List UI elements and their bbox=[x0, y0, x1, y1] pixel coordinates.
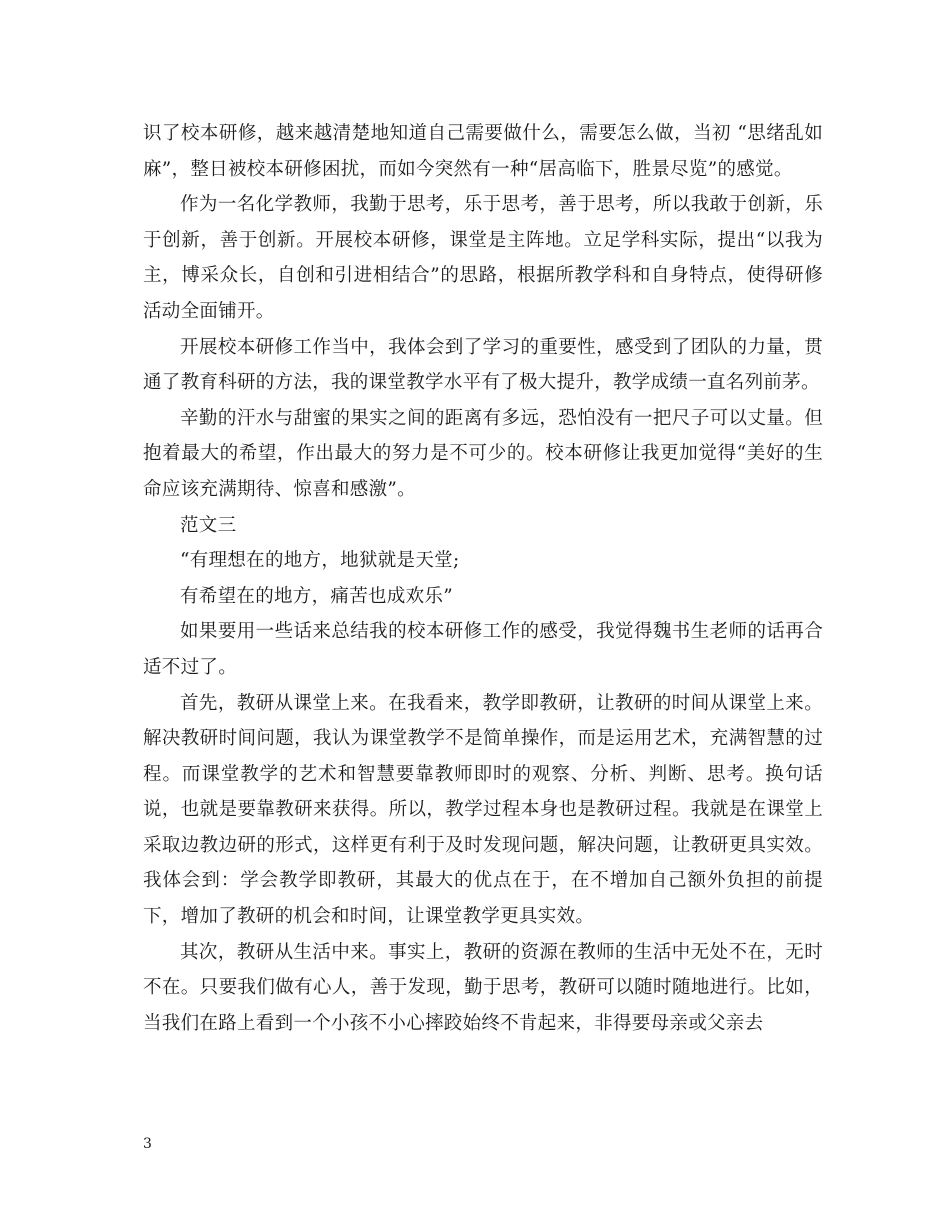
paragraph-6: 首先，教研从课堂上来。在我看来，教学即教研，让教研的时间从课堂上来。解决教研时间问题，我认为课堂教学不是简单操作，而是运用艺术，充满智慧的过程。而课堂教学的艺术和智慧要靠教师即时的观察、分析、判断、思考。换句话说，也就是要靠教研来获得。所以，教学过程本身也是教研过程。我就是在课堂上采取边教边研的形式，这样更有利于及时发现问题，解决问题，让教研更具实效。我体会到：学会教学即教研，其最大的优点在于，在不增加自己额外负担的前提下，增加了教研的机会和时间，让课堂教学更具实效。 bbox=[143, 692, 823, 928]
quote-line-1: “有理想在的地方，地狱就是天堂; bbox=[180, 550, 460, 572]
section-heading: 范文三 bbox=[180, 514, 237, 536]
paragraph-1: 识了校本研修，越来越清楚地知道自己需要做什么，需要怎么做，当初 “思绪乱如麻”，整日被校本研修困扰，而如今突然有一种“居高临下，胜景尽览”的感觉。 bbox=[143, 123, 823, 180]
quote-line-2: 有希望在的地方，痛苦也成欢乐” bbox=[180, 585, 453, 607]
paragraph-3: 开展校本研修工作当中，我体会到了学习的重要性，感受到了团队的力量，贯通了教育科研的方法，我的课堂教学水平有了极大提升，教学成绩一直名列前茅。 bbox=[143, 336, 823, 394]
paragraph-5: 如果要用一些话来总结我的校本研修工作的感受，我觉得魏书生老师的话再合适不过了。 bbox=[143, 621, 823, 678]
body-text bbox=[143, 116, 823, 1041]
page-number: 3 bbox=[143, 1136, 152, 1152]
paragraph-2: 作为一名化学教师，我勤于思考，乐于思考，善于思考，所以我敢于创新，乐于创新，善于创新。开展校本研修，课堂是主阵地。立足学科实际，提出“以我为主，博采众长，自创和引进相结合”的思路，根据所教学科和自身特点，使得研修活动全面铺开。 bbox=[143, 194, 823, 322]
paragraph-7: 其次，教研从生活中来。事实上，教研的资源在教师的生活中无处不在，无时不在。只要我们做有心人，善于发现，勤于思考，教研可以随时随地进行。比如，当我们在路上看到一个小孩不小心摔跤始终不肯起来，非得要母亲或父亲去 bbox=[143, 941, 823, 1034]
paragraph-4: 辛勤的汗水与甜蜜的果实之间的距离有多远，恐怕没有一把尺子可以丈量。但抱着最大的希望，作出最大的努力是不可少的。校本研修让我更加觉得“美好的生命应该充满期待、惊喜和感激”。 bbox=[143, 407, 823, 500]
